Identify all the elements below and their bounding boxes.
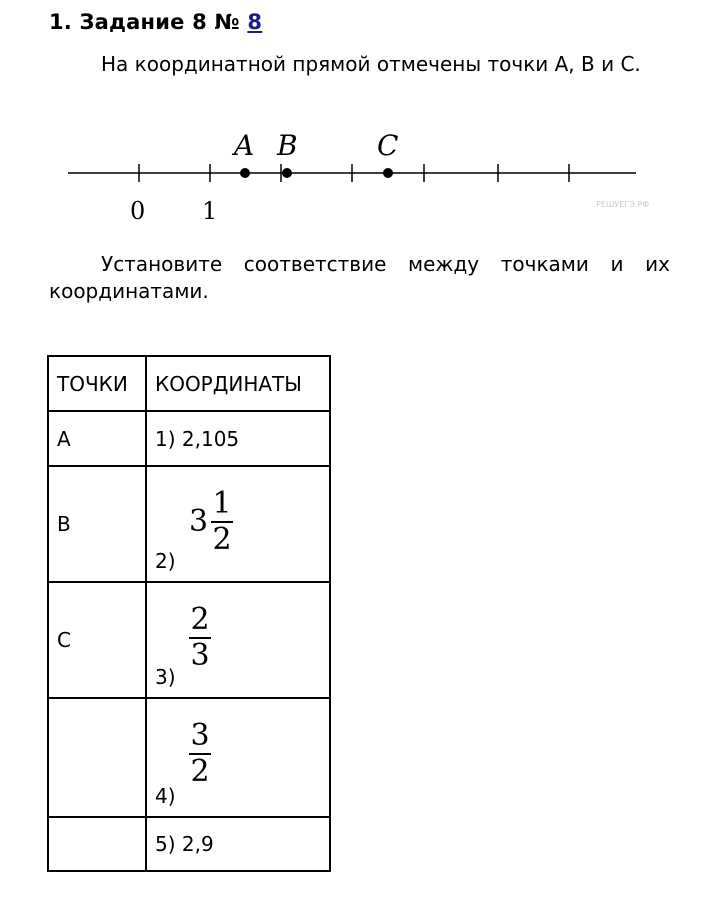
instruction-text: Установите соответствие между точками и их координатами. <box>49 252 670 303</box>
number-line <box>0 120 713 230</box>
fraction-numerator: 2 <box>190 602 210 637</box>
task-heading <box>49 10 262 34</box>
option-number: 2) <box>155 549 176 573</box>
point-cell <box>48 817 146 871</box>
point-cell: A <box>48 411 146 466</box>
table-row <box>48 466 330 582</box>
option-cell: 1) 2,105 <box>146 411 330 466</box>
fraction-numerator: 3 <box>190 718 210 753</box>
matching-table <box>47 355 331 872</box>
point-b-label: B <box>277 129 298 162</box>
option-cell <box>146 582 330 698</box>
option-number: 4) <box>155 784 176 808</box>
point-cell <box>48 698 146 817</box>
point-c-dot <box>383 168 393 178</box>
table-row <box>48 817 330 871</box>
option-cell <box>146 698 330 817</box>
point-cell: C <box>48 582 146 698</box>
task-id-link[interactable]: 8 <box>247 10 263 34</box>
point-a-dot <box>240 168 250 178</box>
tick-label-0: 0 <box>130 197 146 225</box>
option-cell: 5) 2,9 <box>146 817 330 871</box>
fraction-whole: 3 <box>189 504 209 539</box>
point-c-label: C <box>377 129 399 162</box>
fraction-denominator: 3 <box>190 638 210 673</box>
point-cell: B <box>48 466 146 582</box>
watermark: РЕШУЕГЭ.РФ <box>596 200 650 209</box>
fraction-numerator: 1 <box>212 486 232 521</box>
header-points: ТОЧКИ <box>48 356 146 411</box>
tick-label-1: 1 <box>202 197 218 225</box>
table-header-row <box>48 356 330 411</box>
header-coordinates: КООРДИНАТЫ <box>146 356 330 411</box>
fraction-denominator: 2 <box>212 522 232 557</box>
task-number-label: 1. Задание 8 № <box>49 10 240 34</box>
option-number: 3) <box>155 665 176 689</box>
point-b-dot <box>282 168 292 178</box>
option-cell <box>146 466 330 582</box>
table-row <box>48 582 330 698</box>
table-row <box>48 411 330 466</box>
table-row <box>48 698 330 817</box>
fraction-denominator: 2 <box>190 754 210 789</box>
point-a-label: A <box>234 129 255 162</box>
intro-text: На координатной прямой отмечены точки A, B и C. <box>101 52 641 76</box>
